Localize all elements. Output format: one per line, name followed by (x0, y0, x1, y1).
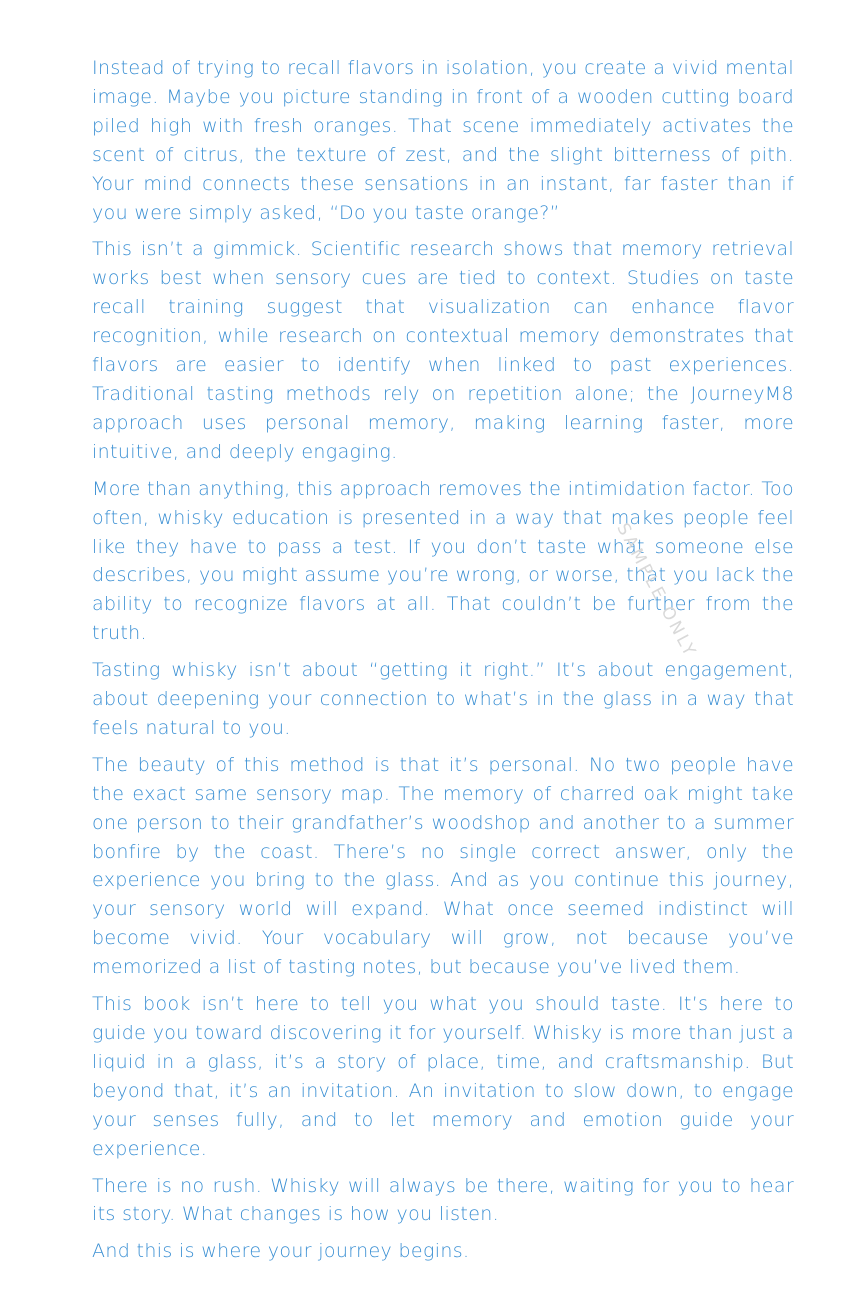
paragraph-personal-method: The beauty of this method is that it’s personal. No two people have the exact same sensory map. The memory of charred oak might take one person to their grandfather’s woodshop and another to a summer bonfire by the coast. There’s no single correct answer, only the experience you bring to the glass. And as you continue this journey, your sensory world will expand. What once seemed indistinct will become vivid. Your vocabulary will grow, not because you’ve memorized a list of tasting notes, but because you’ve lived them. (92, 753, 794, 979)
paragraph-engagement: Tasting whisky isn’t about “getting it right.” It’s about engagement, about deepening your connection to what’s in the glass in a way that feels natural to you. (92, 659, 794, 739)
paragraph-visualization: Instead of trying to recall flavors in isolation, you create a vivid mental image. Maybe you picture standing in front of a wooden cutting board piled high with fresh oranges. That scene immediately activates the scent of citrus, the texture of zest, and the slight bitterness of pith. Your mind connects these sensations in an instant, far faster than if you were simply asked, “Do you taste orange?” (92, 57, 794, 224)
paragraph-research: This isn’t a gimmick. Scientific research shows that memory retrieval works best when sensory cues are tied to context. Studies on taste recall training suggest that visualization can enhance flavor recognition, while research on contextual memory demonstrates that flavors are easier to identify when linked to past experiences. Traditional tasting methods rely on repetition alone; the JourneyM8 approach uses personal memory, making learning faster, more intuitive, and deeply engaging. (92, 238, 794, 463)
paragraph-no-rush: There is no rush. Whisky will always be there, waiting for you to hear its story. What changes is how you listen. (92, 1174, 794, 1226)
watermark: SAMPLE ONLY (612, 520, 701, 662)
paragraph-journey-begins: And this is where your journey begins. (92, 1240, 470, 1263)
paragraph-book-purpose: This book isn’t here to tell you what you should taste. It’s here to guide you toward discovering it for yourself. Whisky is more than just a liquid in a glass, it’s a story of place, time, and craftsmanship. But beyond that, it’s an invitation. An invitation to slow down, to engage your senses fully, and to let memory and emotion guide your experience. (92, 993, 794, 1160)
paragraph-intimidation: More than anything, this approach removes the intimidation factor. Too often, whisky education is presented in a way that makes people feel like they have to pass a test. If you don’t taste what someone else describes, you might assume you’re wrong, or worse, that you lack the ability to recognize flavors at all. That couldn’t be further from the truth. (92, 477, 794, 645)
page-body (92, 54, 794, 1274)
